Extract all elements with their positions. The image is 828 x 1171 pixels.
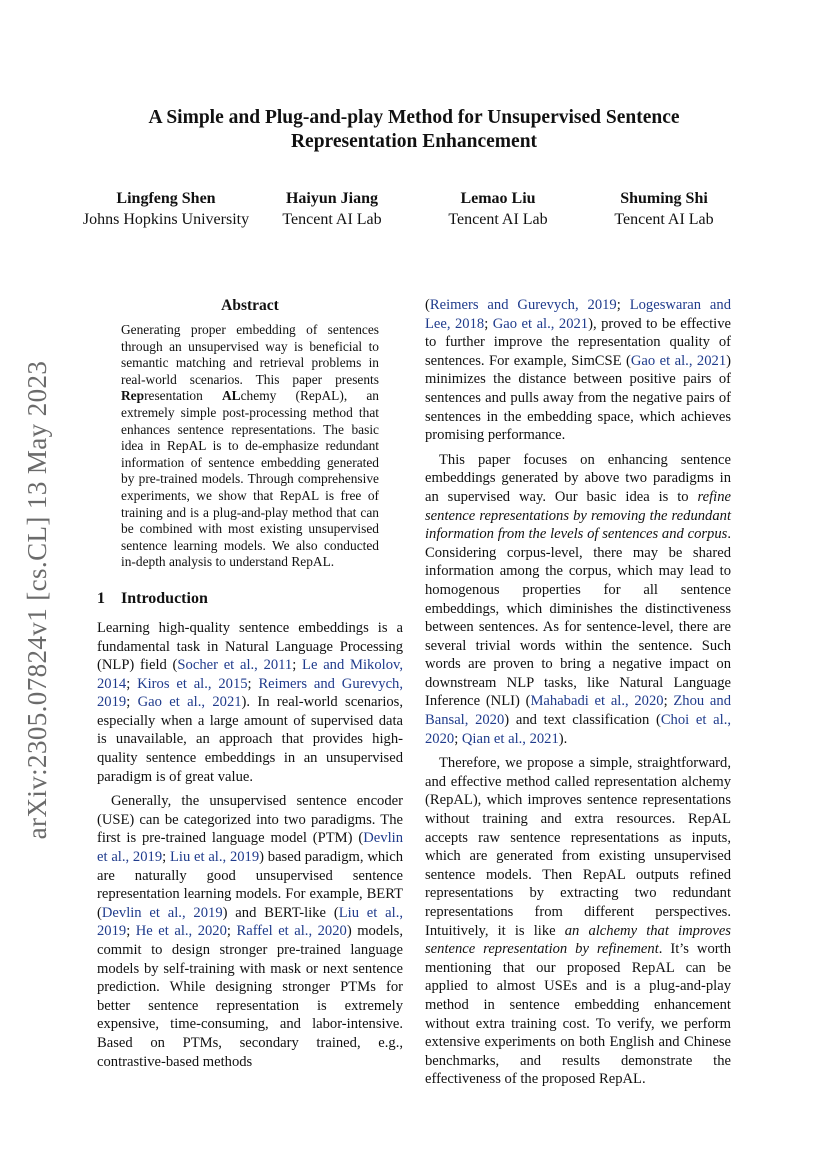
citation-link[interactable]: Devlin et al., 2019 [101,904,223,921]
citation-link[interactable]: Logeswaran and Lee, 2018 [425,297,732,332]
section-number: 1 [97,589,105,607]
emphasis-text: an alchemy that improves sentence representation by refinement [425,922,731,958]
abstract-heading: Abstract [221,297,279,314]
abstract-bold-al: AL [222,388,241,404]
author-affiliation: Johns Hopkins University [82,211,250,228]
author-1 [76,188,256,230]
author-name: Shuming Shi [620,190,708,207]
arxiv-id[interactable]: arXiv:2305.07824v1 [cs.CL] 13 May 2023 [22,360,52,840]
author-name: Lingfeng Shen [116,190,216,207]
citation-link[interactable]: Kiros et al., 2015 [137,675,248,692]
abstract-bold-rep: Rep [121,388,145,404]
citation-link[interactable]: Reimers and Gurevych, 2019 [429,297,617,313]
author-4 [594,188,734,230]
paper-title: A Simple and Plug-and-play Method for Unsupervised Sentence Representation Enhancement [148,107,680,152]
right-paragraph-2: This paper focuses on enhancing sentence embeddings generated by above two paradigms in an supervised way. Our basic idea is to refine sentence representations by removing the redundant information from the levels of sentences and corpus. Considering corpus-level, there may be shared information among the corpus, which may lead to homogenous properties for all sentence embeddings, which diminishes the distinctiveness between sentences. As for sentence-level, there are several trivial words within the sentence. Such words are proven to bring a negative impact on downstream NLP tasks, like Natural Language Inference (NLI) (Mahabadi et al., 2020; Zhou and Bansal, 2020) and text classification (Choi et al., 2020; Qian et al., 2021). [425,451,731,747]
citation-link[interactable]: Devlin et al., 2019 [97,830,403,866]
citation-link[interactable]: Liu et al., 2019 [97,904,403,940]
citation-link[interactable]: Gao et al., 2021 [137,694,242,711]
author-name: Lemao Liu [460,190,536,207]
right-paragraph-1: (Reimers and Gurevych, 2019; Logeswaran and Lee, 2018; Gao et al., 2021), proved to be effective to further improve the representation quality of sentences. For example, SimCSE (Gao et al., 2021) minimizes the distance between positive pairs of sentences and pulls away from the negative pairs of sentences in the embedding space, which achieves promising performance. [425,297,732,444]
author-affiliation: Tencent AI Lab [282,211,382,228]
citation-link[interactable]: Socher et al., 2011 [177,657,293,674]
author-affiliation: Tencent AI Lab [614,211,714,228]
citation-link[interactable]: Mahabadi et al., 2020 [530,693,664,710]
citation-link[interactable]: Choi et al., 2020 [425,712,731,747]
emphasis-text: refine sentence representations by removing the redundant information from the levels of sentences and corpus [425,488,731,543]
citation-link[interactable]: Reimers and Gurevych, 2019 [97,675,403,711]
citation-link[interactable]: He et al., 2020 [135,923,227,940]
author-2 [262,188,402,230]
section-heading-introduction [97,589,403,609]
citation-link[interactable]: Gao et al., 2021 [630,352,727,369]
citation-link[interactable]: Gao et al., 2021 [492,315,589,332]
right-column [425,296,731,1089]
citation-link[interactable]: Liu et al., 2019 [169,849,260,866]
citation-link[interactable]: Zhou and Bansal, 2020 [425,693,731,729]
section-title: Introduction [121,589,208,607]
right-paragraph-3: Therefore, we propose a simple, straightforward, and effective method called representation alchemy (RepAL), which improves sentence representations without training and extra resources. RepAL accepts raw sentence representations as inputs, which are generated from existing unsupervised sentence models. Then RepAL outputs refined representations by extracting two redundant representations from different perspectives. Intuitively, it is like an alchemy that improves sentence representation by refinement. It’s worth mentioning that our proposed RepAL can be applied to almost USEs and is a plug-and-play method in sentence embedding enhancement without extra training cost. To verify, we perform extensive experiments on both English and Chinese benchmarks, and results demonstrate the effectiveness of the proposed RepAL. [425,755,731,1088]
author-name: Haiyun Jiang [285,190,379,207]
left-column [97,296,403,1071]
citation-link[interactable]: Le and Mikolov, 2014 [97,657,403,692]
intro-paragraph-2: Generally, the unsupervised sentence encoder (USE) can be categorized into two paradigms. The first is pre-trained language model (PTM) (Devlin et al., 2019; Liu et al., 2019) based paradigm, which are naturally good unsupervised sentence representation learning models. For example, BERT (Devlin et al., 2019) and BERT-like (Liu et al., 2019; He et al., 2020; Raffel et al., 2020) models, commit to design stronger pre-trained language models by self-training with mask or next sentence prediction. While designing stronger PTMs for better sentence representation is extremely expensive, time-consuming, and labor-intensive. Based on PTMs, secondary trained, e.g., contrastive-based methods [97,793,403,1070]
author-3 [428,188,568,230]
citation-link[interactable]: Raffel et al., 2020 [236,923,347,940]
abstract-text: Generating proper embedding of sentences through an unsupervised way is beneficial to semantic matching and retrieval problems in real-world scenarios. This paper presents Representation ALchemy (RepAL), an extremely simple post-processing method that enhances sentence representations. The basic idea in RepAL is to de-emphasize redundant information of sentence embedding generated by pre-trained models. Through comprehensive experiments, we show that RepAL is free of training and is a plug-and-play method that can be combined with most existing unsupervised sentence learning models. We also conducted in-depth analysis to understand RepAL. [121,322,379,570]
author-affiliation: Tencent AI Lab [448,211,548,228]
citation-link[interactable]: Qian et al., 2021 [461,730,559,747]
intro-paragraph-1: Learning high-quality sentence embeddings is a fundamental task in Natural Language Processing (NLP) field (Socher et al., 2011; Le and Mikolov, 2014; Kiros et al., 2015; Reimers and Gurevych, 2019; Gao et al., 2021). In real-world scenarios, especially when a large amount of supervised data is unavailable, an approach that provides high-quality sentence embeddings in an unsupervised paradigm is of great value. [97,619,404,785]
